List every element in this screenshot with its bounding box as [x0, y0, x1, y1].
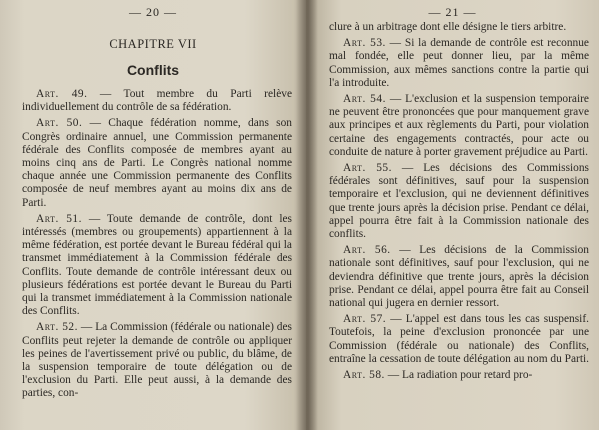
article-label: Art. 57.: [343, 313, 387, 326]
article-label: Art. 58.: [343, 369, 385, 382]
article-51: [22, 213, 292, 319]
right-page: [306, 0, 599, 430]
right-page-text: [329, 21, 589, 385]
article-text: — Chaque fédération nomme, dans son Congrès ordinaire annuel, une Commission permanente fédérale des Conflits composée de membres ayant au moins cinq ans de Parti. Le Congrès national nomme chaque année une Commission permanente des Conflits composée de neuf membres ayant au moins dix ans de Parti.: [22, 117, 292, 209]
article-label: Art. 52.: [36, 321, 78, 334]
article-58: [329, 369, 589, 382]
article-49: [22, 88, 292, 114]
article-55: [329, 162, 589, 241]
article-54: [329, 93, 589, 159]
article-52: [22, 321, 292, 400]
article-label: Art. 53.: [343, 37, 386, 50]
article-53: [329, 37, 589, 90]
article-50: [22, 117, 292, 209]
article-label: Art. 50.: [36, 117, 83, 130]
article-text: — L'exclusion et la suspension temporaire ne peuvent être prononcées que pour manquement grave aux principes et aux règlements du Parti, pour violation certaine des engagements contractés, pour acte ou conduite de nature à porter gravement préjudice au Parti.: [329, 93, 589, 158]
article-text: — Si la demande de contrôle est reconnue mal fondée, elle peut donner lieu, par la même Commission, aux mêmes sanctions contre la partie qui l'a introduite.: [329, 37, 589, 89]
article-text: — Les décisions des Commissions fédérales sont définitives, sauf pour la suspension temporaire et l'exclusion, qui ne deviennent définitives que trente jours après la décision prise. Pendant ce délai, appel pourra être fait à la Commission nationale des conflits.: [329, 162, 589, 241]
page-number: — 21 —: [428, 5, 477, 19]
article-text: — L'appel est dans tous les cas suspensif. Toutefois, la peine d'exclusion prononcée par une Commission (fédérale ou nationale) des Conflits, entraîne la cessation de toute délégation au nom du Parti.: [329, 313, 590, 365]
article-label: Art. 56.: [343, 244, 391, 257]
article-label: Art. 51.: [36, 212, 82, 225]
article-label: Art. 49.: [36, 88, 88, 100]
article-text: — Tout membre du Parti relève individuellement du contrôle de sa fédération.: [22, 88, 292, 114]
chapter-heading: CHAPITRE VII: [109, 37, 197, 51]
section-title: Conflits: [126, 62, 180, 78]
continuation-text: clure à un arbitrage dont elle désigne le tiers arbitre.: [329, 21, 567, 33]
article-text: — La radiation pour retard pro-: [387, 369, 533, 382]
article-57: [329, 313, 589, 366]
article-label: Art. 55.: [343, 162, 392, 175]
article-text: — Toute demande de contrôle, dont les intéressés (membres ou groupements) appartiennent à la même fédération, est portée devant le Bureau fédéral qui la transmet immédiatement à la Commission fédérale des Conflits. Toute demande de contrôle intéressant deux ou plusieurs fédérations est portée devant le Bureau du Parti qui la transmet immédiatement à la Commission nationale des Conflits.: [22, 212, 292, 318]
page-number: — 20 —: [129, 5, 177, 19]
article-text: — La Commission (fédérale ou nationale) des Conflits peut rejeter la demande de contrôle ou appliquer les peines de l'avertissement privé ou public, du blâme, de la suspension temporaire de toute délégation ou de l'exclusion du Parti. Elle peut aussi, à la demande des parties, con-: [22, 321, 292, 400]
article-56: [329, 244, 589, 310]
article-label: Art. 54.: [343, 93, 386, 106]
left-page-text: [22, 88, 292, 404]
article-text: — Les décisions de la Commission nationale sont définitives, sauf pour l'exclusion, qui ne deviendra définitive que trente jours, après la décision prise. Pendant ce délai, appel pourra être fait au Conseil national qui jugera en dernier ressort.: [329, 244, 589, 310]
